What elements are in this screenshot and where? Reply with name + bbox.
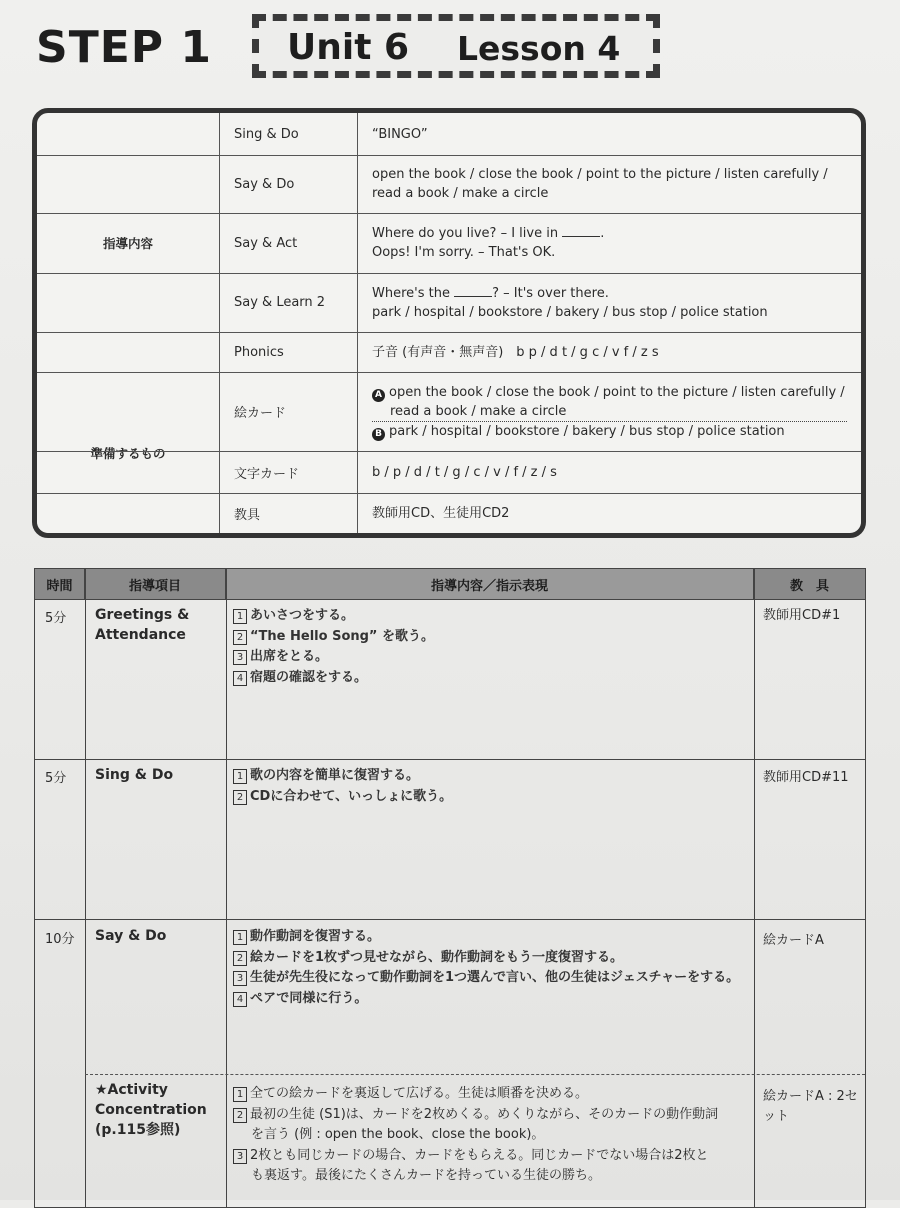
step-number: 3: [233, 650, 247, 665]
overview-content-line: b / p / d / t / g / c / v / f / z / s: [372, 464, 557, 480]
marker-a-icon: A: [372, 389, 385, 402]
overview-content-line: [372, 383, 861, 402]
column-divider: [85, 569, 86, 1207]
step-line: 2 最初の生徒 (S1)は、カードを2枚めくる。めくりながら、そのカードの動作動詞: [233, 1105, 763, 1126]
step-number: 3: [233, 1149, 247, 1164]
overview-content-line: “BINGO”: [372, 126, 428, 142]
lesson-plan-table: [34, 568, 866, 1208]
text-fragment: .: [600, 226, 605, 241]
row-item: Say & Do: [95, 928, 167, 944]
step-line: 1 あいさつをする。: [233, 606, 763, 627]
overview-sub-label: Phonics: [220, 332, 358, 372]
step-line: 1 動作動詞を復習する。: [233, 927, 763, 948]
overview-content: [358, 451, 861, 493]
overview-content-line: Oops! I'm sorry. – That's OK.: [372, 245, 556, 260]
overview-sub-label: 文字カード: [220, 451, 358, 493]
category-divider: [37, 372, 220, 373]
step-number: 4: [233, 671, 247, 686]
row-time: 5分: [45, 611, 67, 626]
guidance-category-label: 指導内容: [37, 113, 220, 372]
step-line: を言う (例 : open the book、close the book)。: [251, 1127, 545, 1142]
row-material: [763, 931, 824, 951]
step-number: 4: [233, 992, 247, 1007]
step-line: 3 出席をとる。: [233, 647, 763, 668]
overview-content: [358, 155, 861, 213]
overview-content-line: [372, 224, 861, 243]
row-steps: [233, 606, 763, 688]
overview-content: [358, 372, 861, 451]
overview-sub-label: 絵カード: [220, 372, 358, 451]
fill-in-blank: [454, 284, 492, 297]
unit-title: Unit 6: [287, 27, 409, 68]
overview-sub-label: Sing & Do: [220, 113, 358, 155]
step-line: も裏返す。最後にたくさんカードを持っている生徒の勝ち。: [251, 1168, 601, 1183]
step-number: 1: [233, 609, 247, 624]
step-line: 1 歌の内容を簡単に復習する。: [233, 766, 763, 787]
row-time: 10分: [45, 932, 75, 947]
step-line: 4 宿題の確認をする。: [233, 668, 763, 689]
step-line: 1 全ての絵カードを裏返して広げる。生徒は順番を決める。: [233, 1084, 763, 1105]
step-number: 3: [233, 971, 247, 986]
overview-content-line: 子音 (有声音・無声音) b p / d t / g c / v f / z s: [372, 344, 659, 360]
row-material: 教師用CD#1: [763, 608, 841, 623]
overview-content-line: read a book / make a circle: [372, 402, 847, 422]
row-steps: [233, 1084, 763, 1187]
step-line: 2 “The Hello Song” を歌う。: [233, 627, 763, 648]
row-material: 教師用CD#11: [763, 770, 849, 785]
column-divider: [226, 569, 227, 1207]
overview-content-line: open the book / close the book / point to the picture / listen carefully /: [372, 167, 828, 182]
header-time: 時間: [35, 569, 85, 599]
step-title: STEP 1: [36, 22, 212, 73]
step-number: 2: [233, 790, 247, 805]
row-item: Sing & Do: [95, 767, 174, 783]
unit-lesson-box: [252, 14, 660, 78]
row-item: Greetings & Attendance: [95, 607, 190, 643]
fill-in-blank: [562, 224, 600, 237]
header-item: 指導項目: [85, 569, 226, 599]
material-text: 絵カードA: [763, 933, 824, 948]
row-divider: [35, 759, 865, 760]
text-fragment: Where's the: [372, 285, 450, 301]
overview-sub-label: Say & Do: [220, 155, 358, 213]
overview-content: [358, 493, 861, 533]
activity-divider: [85, 1074, 865, 1075]
step-number: 2: [233, 1108, 247, 1123]
step-line: 2 絵カードを1枚ずつ見せながら、動作動詞をもう一度復習する。: [233, 948, 763, 969]
overview-sub-label: 教具: [220, 493, 358, 533]
overview-sub-label: Say & Learn 2: [220, 273, 358, 332]
step-number: 2: [233, 951, 247, 966]
row-material: 絵カードA : 2セット: [763, 1089, 858, 1124]
overview-table: [32, 108, 866, 538]
header-content: 指導内容／指示表現: [226, 569, 754, 599]
row-steps: [233, 766, 763, 807]
step-line: 3 生徒が先生役になって動作動詞を1つ選んで言い、他の生徒はジェスチャーをする。: [233, 968, 763, 989]
step-number: 2: [233, 630, 247, 645]
step-number: 1: [233, 930, 247, 945]
overview-content: [358, 273, 861, 332]
step-line: 4 ペアで同様に行う。: [233, 989, 763, 1010]
text-fragment: ? – It's over there.: [492, 285, 609, 301]
step-number: 1: [233, 1087, 247, 1102]
overview-content: [358, 113, 861, 155]
marker-b-icon: B: [372, 428, 385, 441]
lesson-title: Lesson 4: [457, 29, 621, 68]
header-divider: [35, 599, 865, 600]
overview-content-line: park / hospital / bookstore / bakery / bus stop / police station: [372, 304, 768, 320]
text-fragment: park / hospital / bookstore / bakery / bus stop / police station: [389, 423, 785, 439]
overview-content: [358, 213, 861, 273]
header-materials: 教 具: [754, 569, 865, 599]
step-line: 3 2枚とも同じカードの場合、カードをもらえる。同じカードでない場合は2枚と: [233, 1146, 763, 1167]
row-steps: [233, 927, 763, 1009]
overview-content-line: 教師用CD、生徒用CD2: [372, 505, 510, 521]
overview-content-line: read a book / make a circle: [372, 186, 549, 201]
row-item: ★Activity Concentration (p.115参照): [95, 1082, 207, 1138]
overview-content-line: [372, 422, 861, 441]
row-divider: [35, 919, 865, 920]
text-fragment: open the book / close the book / point to the picture / listen carefully /: [389, 384, 845, 400]
preparation-category-label: 準備するもの: [37, 372, 220, 533]
row-time: 5分: [45, 771, 67, 786]
overview-content-line: [372, 284, 861, 303]
step-number: 1: [233, 769, 247, 784]
step-line: 2 CDに合わせて、いっしょに歌う。: [233, 787, 763, 808]
overview-content: [358, 332, 861, 372]
overview-sub-label: Say & Act: [220, 213, 358, 273]
text-fragment: Where do you live? – I live in: [372, 226, 559, 241]
